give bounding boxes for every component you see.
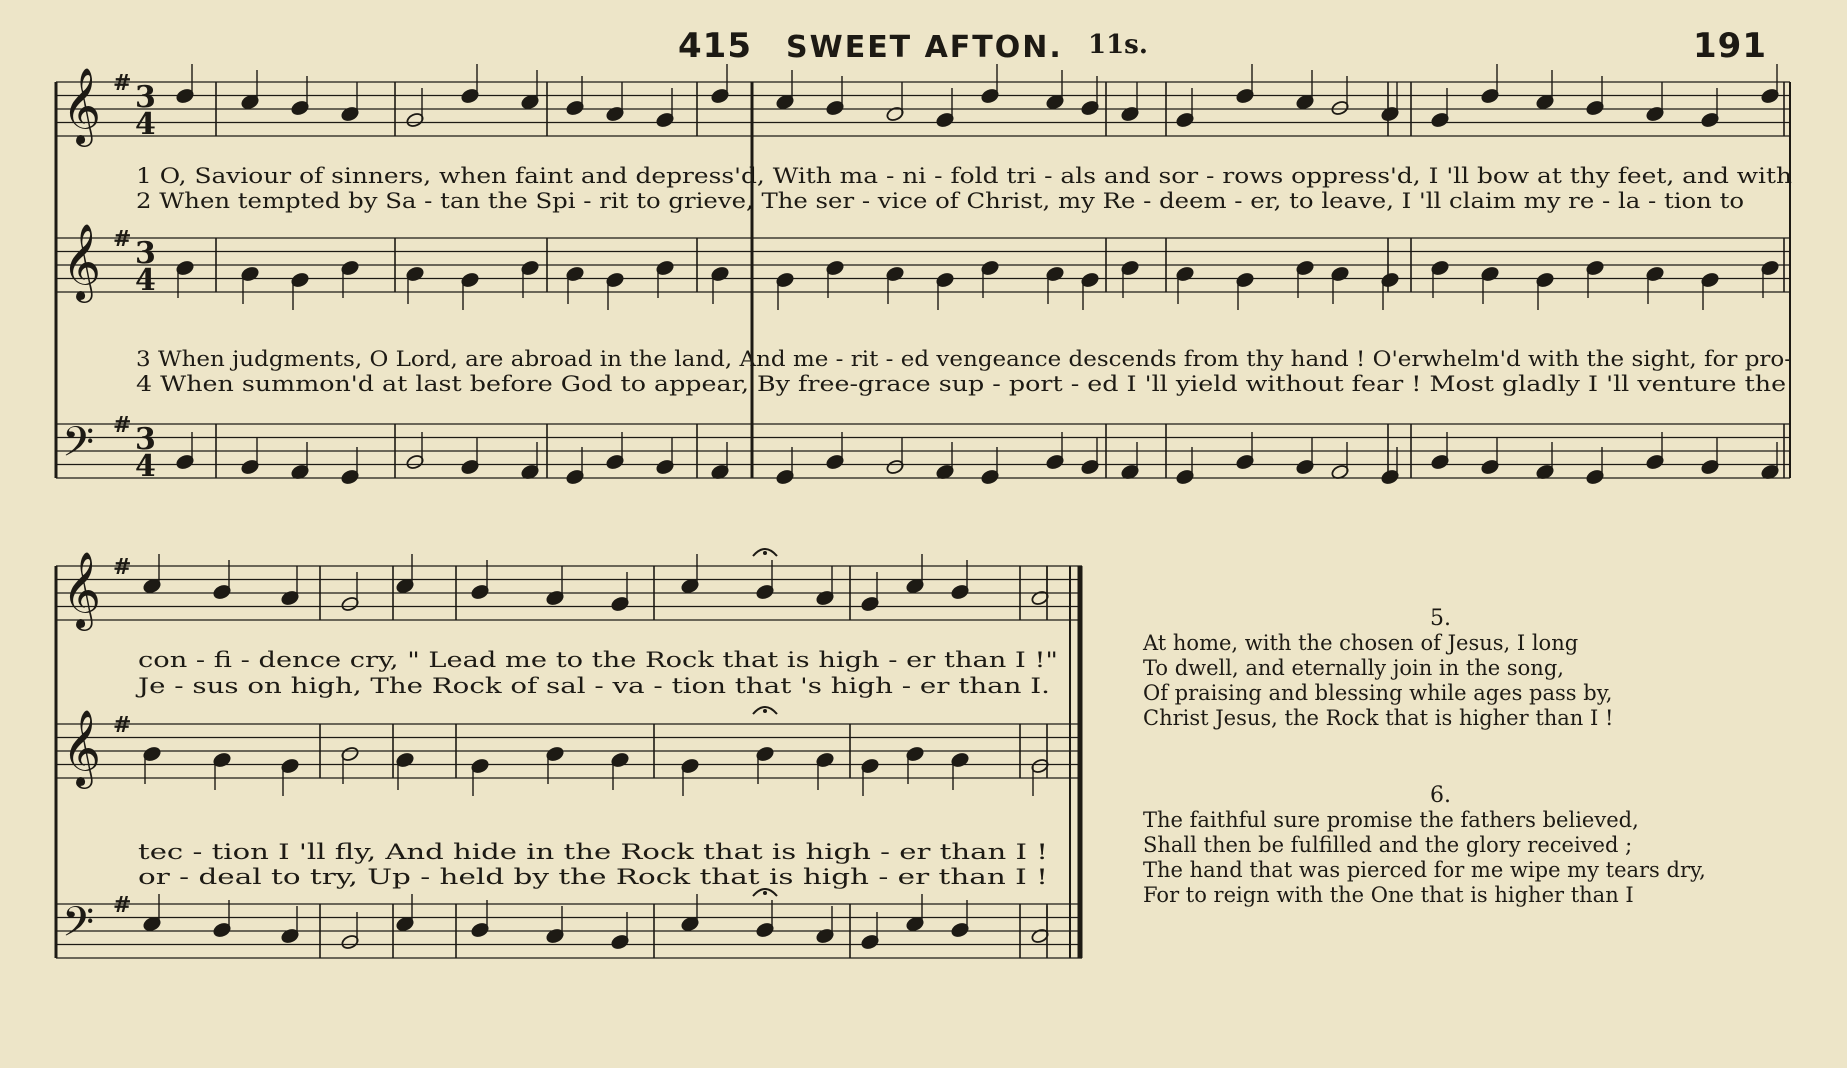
time-signature-top: 3: [135, 80, 156, 115]
page-number: 191: [1693, 26, 1767, 66]
system1-lyrics-verse1: 1 O, Saviour of sinners, when faint and depress'd, With ma - ni - fold tri - als and sor - rows oppress'd, I 'll bow at thy feet, and with: [136, 164, 1793, 188]
bass-clef: 𝄢: [62, 898, 95, 956]
time-signature-top: 3: [135, 422, 156, 457]
verse6-line: The faithful sure promise the fathers believed,: [1143, 808, 1639, 832]
fermata-dot: [763, 891, 767, 895]
system2-lyrics-verse2: Je - sus on high, The Rock of sal - va - tion that 's high - er than I.: [138, 674, 1050, 698]
fermata-dot: [763, 709, 767, 713]
system2-lyrics-verse4: or - deal to try, Up - held by the Rock that is high - er than I !: [138, 865, 1048, 889]
key-signature-sharp: #: [113, 71, 132, 96]
key-signature-sharp: #: [113, 413, 132, 438]
verse6-line: For to reign with the One that is higher than I: [1143, 883, 1634, 907]
system1-lyrics-verse2: 2 When tempted by Sa - tan the Spi - rit to grieve, The ser - vice of Christ, my Re - deem - er, to leave, I 'll claim my re - la - tion to: [136, 189, 1745, 213]
verse5-line: At home, with the chosen of Jesus, I long: [1143, 631, 1579, 655]
verse6-line: The hand that was pierced for me wipe my tears dry,: [1143, 858, 1706, 882]
verse5-number: 5.: [1430, 606, 1451, 631]
verse5-line: Of praising and blessing while ages pass by,: [1143, 681, 1613, 705]
time-signature-top: 3: [135, 236, 156, 271]
verse5-line: To dwell, and eternally join in the song,: [1143, 656, 1564, 680]
verse6-line: Shall then be fulfilled and the glory received ;: [1143, 833, 1633, 857]
treble-clef: 𝄞: [62, 223, 102, 300]
treble-clef: 𝄞: [62, 67, 102, 144]
system1-lyrics-verse4: 4 When summon'd at last before God to appear, By free-grace sup - port - ed I 'll yield without fear ! Most gladly I 'll venture the: [136, 372, 1787, 396]
treble-clef: 𝄞: [62, 709, 102, 786]
verse6-number: 6.: [1430, 783, 1451, 808]
verse5-line: Christ Jesus, the Rock that is higher than I !: [1143, 706, 1614, 730]
hymn-meter: 11s.: [1088, 30, 1148, 60]
hymn-number: 415: [678, 26, 752, 66]
key-signature-sharp: #: [113, 227, 132, 252]
hymn-title: SWEET AFTON.: [786, 30, 1063, 65]
treble-clef: 𝄞: [62, 551, 102, 628]
bass-clef: 𝄢: [62, 418, 95, 476]
fermata-dot: [763, 551, 767, 555]
system2-lyrics-verse3: tec - tion I 'll fly, And hide in the Rock that is high - er than I !: [138, 840, 1048, 864]
key-signature-sharp: #: [113, 893, 132, 918]
key-signature-sharp: #: [113, 713, 132, 738]
system1-lyrics-verse3: 3 When judgments, O Lord, are abroad in the land, And me - rit - ed vengeance descends from thy hand ! O'erwhelm'd with the sight, for pro-: [136, 347, 1793, 371]
key-signature-sharp: #: [113, 555, 132, 580]
time-signature-bottom: 4: [135, 107, 156, 142]
system2-lyrics-verse1: con - fi - dence cry, " Lead me to the Rock that is high - er than I !": [138, 648, 1058, 672]
time-signature-bottom: 4: [135, 449, 156, 484]
time-signature-bottom: 4: [135, 263, 156, 298]
